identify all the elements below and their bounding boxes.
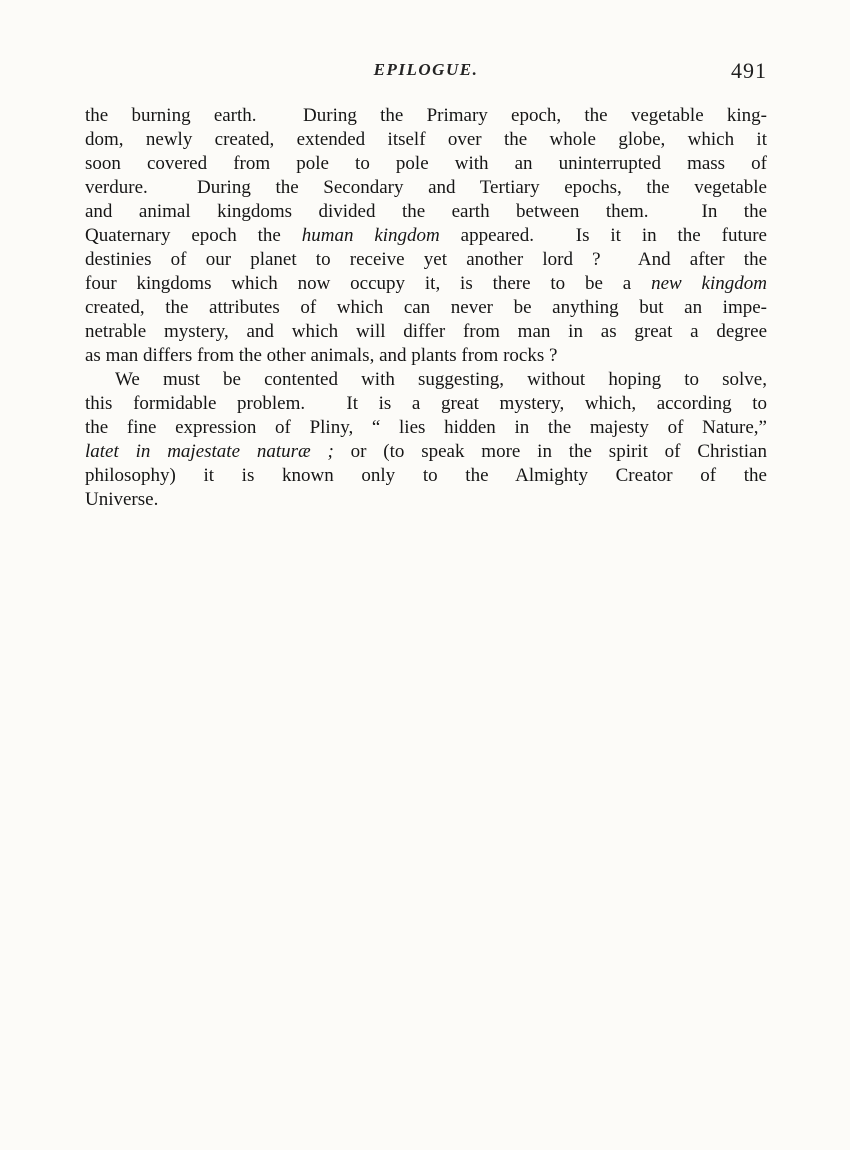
text-run: dom, newly created, extended itself over the whole globe, which it: [85, 129, 767, 150]
text-line: [85, 416, 767, 440]
text-line: [85, 488, 767, 512]
text-run: Quaternary epoch the: [85, 225, 302, 246]
text-run: the fine expression of Pliny, “ lies hidden in the majesty of Nature,”: [85, 417, 767, 438]
text-run: philosophy) it is known only to the Almighty Creator of the: [85, 465, 767, 486]
page-header: [85, 58, 767, 86]
text-line: [85, 368, 767, 392]
text-line: [85, 176, 767, 200]
text-line: [85, 200, 767, 224]
text-run: four kingdoms which now occupy it, is there to be a: [85, 273, 652, 294]
italic-text-run: new kingdom: [651, 273, 767, 294]
text-run: appeared. Is it in the future: [439, 225, 767, 246]
italic-text-run: latet in majestate naturæ ;: [85, 441, 334, 462]
text-run: We must be contented with suggesting, without hoping to solve,: [115, 369, 767, 390]
text-line: [85, 128, 767, 152]
text-run: as man differs from the other animals, and plants from rocks ?: [85, 345, 558, 366]
text-line: [85, 344, 767, 368]
text-run: this formidable problem. It is a great mystery, which, according to: [85, 393, 767, 414]
text-run: the burning earth. During the Primary epoch, the vegetable king-: [85, 105, 767, 126]
text-line: [85, 248, 767, 272]
text-block: [85, 104, 767, 512]
text-line: [85, 152, 767, 176]
running-title: EPILOGUE.: [373, 60, 479, 79]
text-run: and animal kingdoms divided the earth between them. In the: [85, 201, 767, 222]
text-line: [85, 320, 767, 344]
text-run: destinies of our planet to receive yet another lord ? And after the: [85, 249, 767, 270]
text-line: [85, 392, 767, 416]
text-run: verdure. During the Secondary and Tertiary epochs, the vegetable: [85, 177, 767, 198]
text-line: [85, 272, 767, 296]
italic-text-run: human kingdom: [301, 225, 440, 246]
text-line: [85, 296, 767, 320]
text-run: netrable mystery, and which will differ from man in as great a degree: [85, 321, 767, 342]
text-run: soon covered from pole to pole with an uninterrupted mass of: [85, 153, 767, 174]
text-line: [85, 104, 767, 128]
text-run: Universe.: [85, 489, 159, 510]
text-line: [85, 464, 767, 488]
text-line: [85, 440, 767, 464]
text-run: or (to speak more in the spirit of Christian: [333, 441, 767, 462]
text-line: [85, 224, 767, 248]
page-number: 491: [731, 58, 767, 83]
text-run: created, the attributes of which can never be anything but an impe-: [85, 297, 767, 318]
